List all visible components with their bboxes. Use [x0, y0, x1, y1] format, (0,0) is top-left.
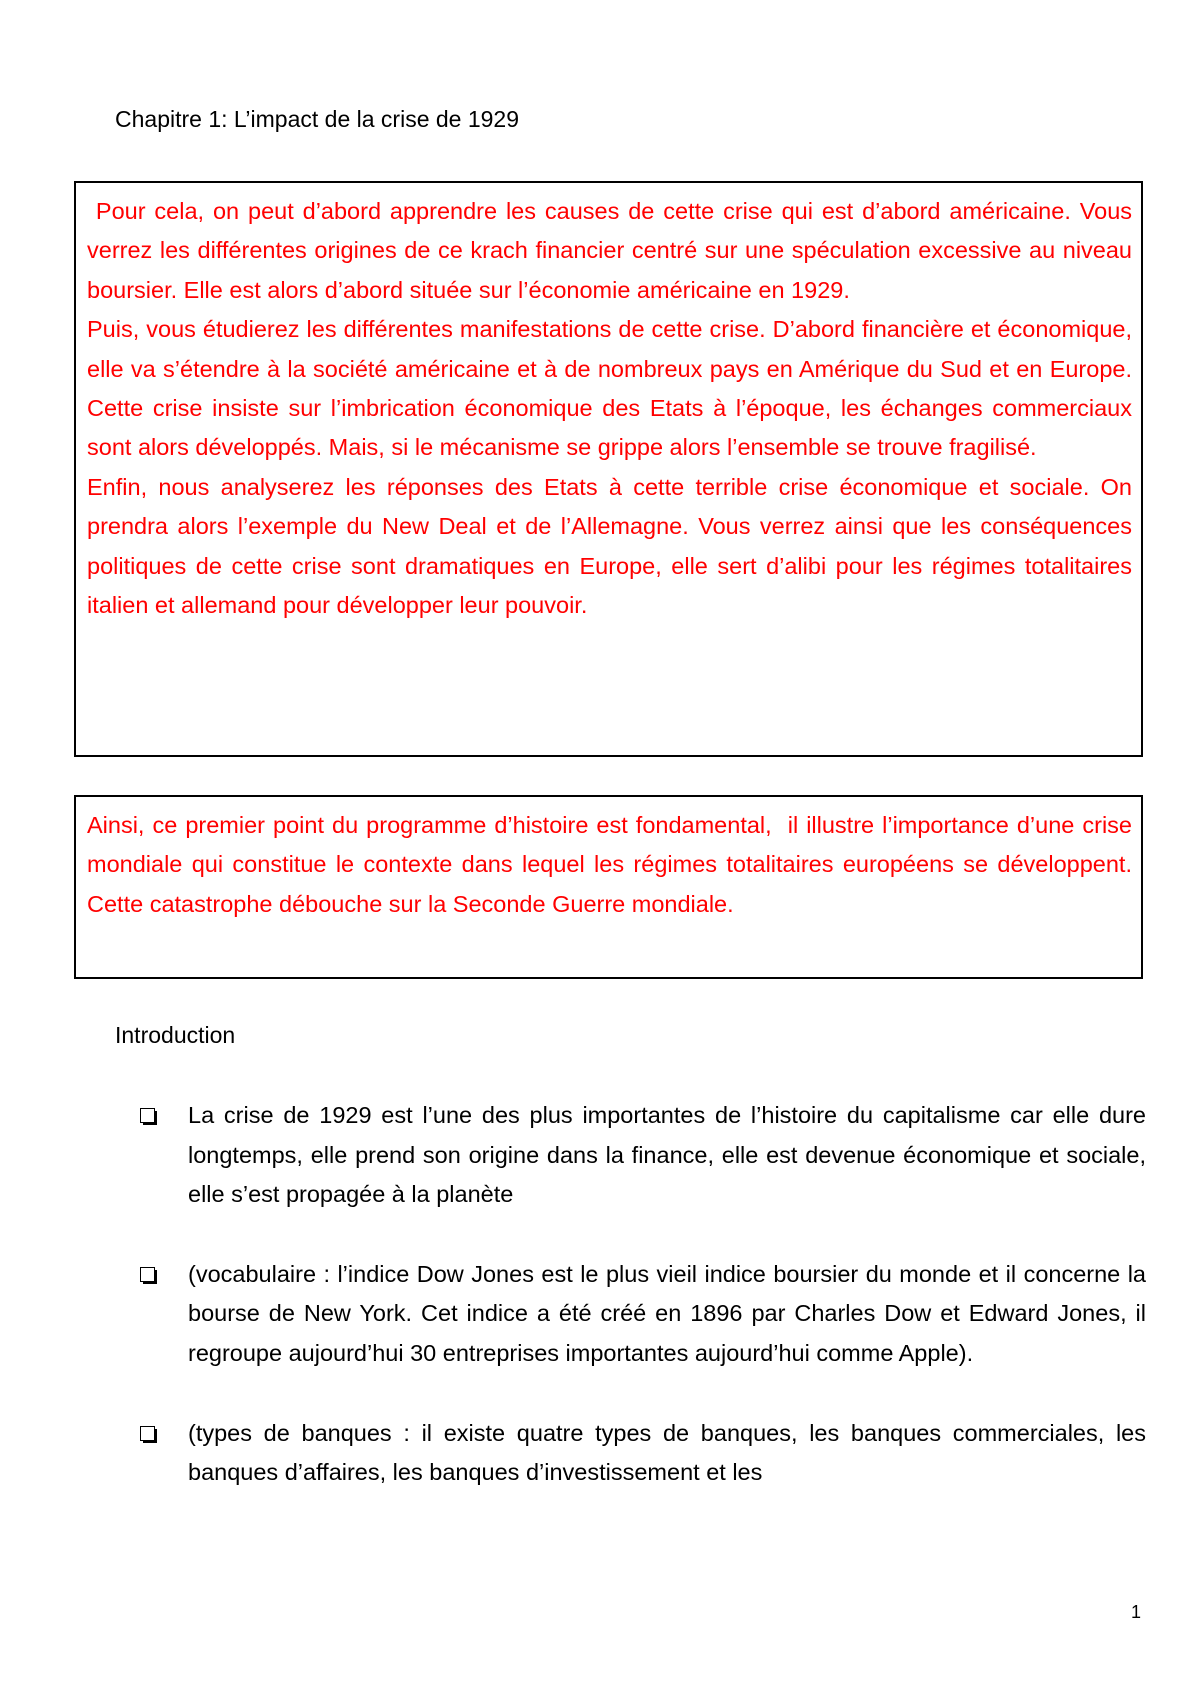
list-item-text: (vocabulaire : l’indice Dow Jones est le plus vieil indice boursier du monde et il concerne la bourse de New York. Cet indice a été créé en 1896 par Charles Dow et Edward Jones, il regroupe aujourd’hui 30 entreprises importantes aujourd’hui comme Apple).: [188, 1260, 1146, 1366]
page-number: 1: [1131, 1602, 1142, 1622]
objectives-paragraph-3: Enfin, nous analyserez les réponses des Etats à cette terrible crise économique et sociale. On prendra alors l’exemple du New Deal et de l’Allemagne. Vous verrez ainsi que les conséquences politiques de cette crise sont dramatiques en Europe, elle sert d’alibi pour les régimes totalitaires italien et allemand pour développer leur pouvoir.: [87, 473, 1132, 619]
list-item-text: (types de banques : il existe quatre types de banques, les banques commerciales, les banques d’affaires, les banques d’investissement et les: [188, 1419, 1146, 1486]
list-item: [140, 1255, 1146, 1374]
shadowed-square-bullet-icon: [140, 1426, 155, 1441]
objectives-box: [74, 181, 1143, 757]
introduction-bullet-list: [140, 1096, 1146, 1533]
shadowed-square-bullet-icon: [140, 1267, 155, 1282]
shadowed-square-bullet-icon: [140, 1108, 155, 1123]
list-item-text: La crise de 1929 est l’une des plus importantes de l’histoire du capitalisme car elle dure longtemps, elle prend son origine dans la finance, elle est devenue économique et sociale, elle s’est propagée à la planète: [188, 1102, 1146, 1208]
list-item: [140, 1414, 1146, 1493]
introduction-heading: Introduction: [115, 1022, 236, 1048]
page-title: Chapitre 1: L’impact de la crise de 1929: [115, 106, 520, 132]
objectives-paragraph-2: Puis, vous étudierez les différentes manifestations de cette crise. D’abord financière et économique, elle va s’étendre à la société américaine et à de nombreux pays en Amérique du Sud et en Europe. Cette crise insiste sur l’imbrication économique des Etats à l’époque, les échanges commerciaux sont alors développés. Mais, si le mécanisme se grippe alors l’ensemble se trouve fragilisé.: [87, 316, 1132, 461]
summary-paragraph: Ainsi, ce premier point du programme d’histoire est fondamental, il illustre l’importance d’une crise mondiale qui constitue le contexte dans lequel les régimes totalitaires européens se développent. Cette catastrophe débouche sur la Seconde Guerre mondiale.: [87, 812, 1139, 917]
list-item: [140, 1096, 1146, 1215]
summary-box: [74, 795, 1143, 979]
objectives-paragraph-1: Pour cela, on peut d’abord apprendre les causes de cette crise qui est d’abord américaine. Vous verrez les différentes origines de ce krach financier centré sur une spéculation excessive au niveau boursier. Elle est alors d’abord située sur l’économie américaine en 1929.: [87, 198, 1139, 303]
